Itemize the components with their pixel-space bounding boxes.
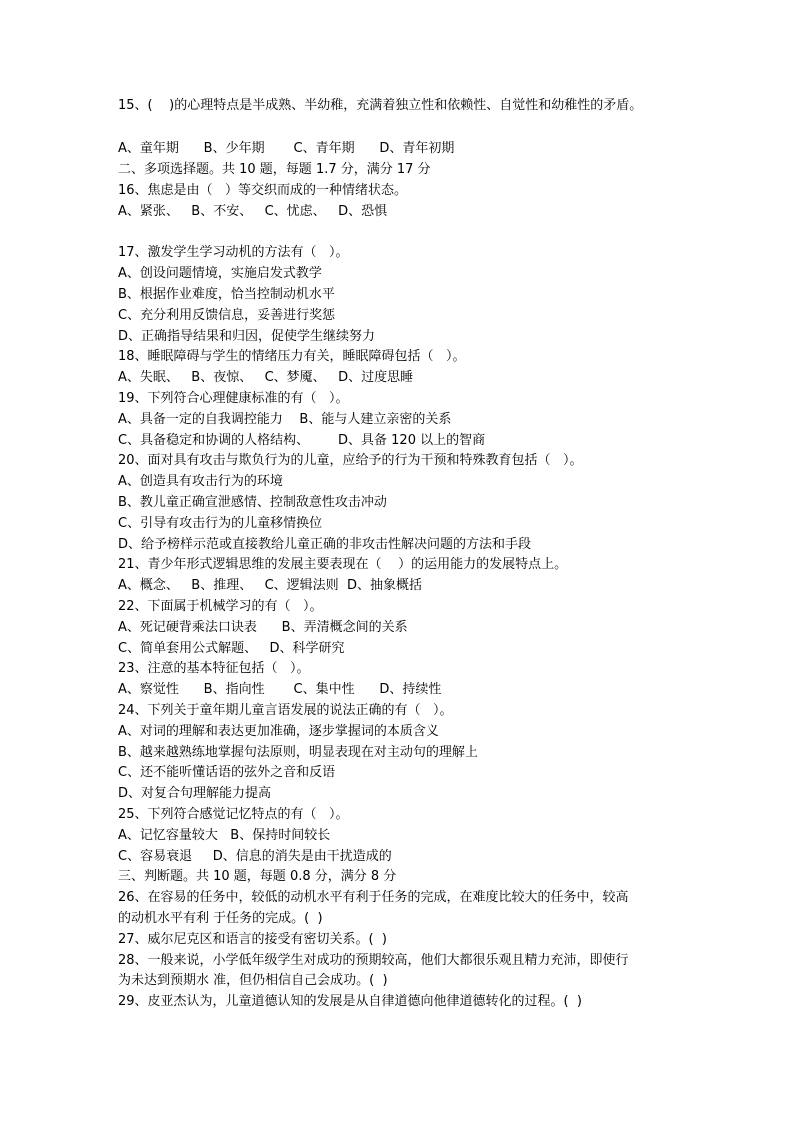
- question-16-options: A、紧张、 B、不安、 C、忧虑、 D、恐惧: [118, 204, 388, 219]
- question-16: 16、焦虑是由（ ）等交织而成的一种情绪状态。: [118, 183, 407, 198]
- question-24: 24、下列关于童年期儿童言语发展的说法正确的有（ ）。: [118, 703, 453, 718]
- question-24-option-a: A、对词的理解和表达更加准确，逐步掌握词的本质含义: [118, 724, 439, 739]
- question-23-options: A、察觉性 B、指向性 C、集中性 D、持续性: [118, 682, 442, 697]
- question-24-option-c: C、还不能听懂话语的弦外之音和反语: [118, 765, 336, 780]
- question-19: 19、下列符合心理健康标准的有（ ）。: [118, 391, 349, 406]
- question-24-option-d: D、对复合句理解能力提高: [118, 786, 272, 801]
- question-17: 17、激发学生学习动机的方法有（ ）。: [118, 245, 349, 260]
- question-20-option-c: C、引导有攻击行为的儿童移情换位: [118, 516, 323, 531]
- question-22-options-cd: C、简单套用公式解题、 D、科学研究: [118, 641, 345, 656]
- question-19-options-ab: A、具备一定的自我调控能力 B、能与人建立亲密的关系: [118, 412, 452, 427]
- question-22-options-ab: A、死记硬背乘法口诀表 B、弄清概念间的关系: [118, 620, 408, 635]
- question-21-options: A、概念、 B、推理、 C、逻辑法则 D、抽象概括: [118, 578, 422, 593]
- question-28-line-1: 28、一般来说，小学低年级学生对成功的预期较高，他们大都很乐观且精力充沛，即使行: [118, 953, 629, 968]
- section-heading-true-false: 三、判断题。共 10 题，每题 0.8 分，满分 8 分: [118, 869, 397, 884]
- question-18: 18、睡眠障碍与学生的情绪压力有关，睡眠障碍包括（ ）。: [118, 349, 466, 364]
- question-17-option-c: C、充分利用反馈信息，妥善进行奖惩: [118, 308, 336, 323]
- question-25-options-ab: A、记忆容量较大 B、保持时间较长: [118, 828, 331, 843]
- question-22: 22、下面属于机械学习的有（ ）。: [118, 599, 323, 614]
- question-23: 23、注意的基本特征包括（ ）。: [118, 661, 310, 676]
- question-21: 21、青少年形式逻辑思维的发展主要表现在（ ）的运用能力的发展特点上。: [118, 557, 568, 572]
- question-20: 20、面对具有攻击与欺负行为的儿童，应给予的行为干预和特殊教育包括（ ）。: [118, 453, 583, 468]
- question-17-option-b: B、根据作业难度，恰当控制动机水平: [118, 287, 335, 302]
- question-15: 15、( )的心理特点是半成熟、半幼稚，充满着独立性和依赖性、自觉性和幼稚性的矛盾。: [118, 98, 643, 113]
- question-20-option-a: A、创造具有攻击行为的环境: [118, 474, 283, 489]
- question-19-options-cd: C、具备稳定和协调的人格结构、 D、具备 120 以上的智商: [118, 433, 486, 448]
- question-24-option-b: B、越来越熟练地掌握句法原则，明显表现在对主动句的理解上: [118, 745, 478, 760]
- question-26-line-2: 的动机水平有利 于任务的完成。( ): [118, 911, 323, 926]
- question-28-line-2: 为未达到预期水 准，但仍相信自己会成功。( ): [118, 973, 388, 988]
- question-29: 29、皮亚杰认为，儿童道德认知的发展是从自律道德向他律道德转化的过程。( ): [118, 994, 582, 1009]
- question-17-option-a: A、创设问题情境，实施启发式教学: [118, 266, 322, 281]
- question-25-options-cd: C、容易衰退 D、信息的消失是由干扰造成的: [118, 849, 392, 864]
- question-17-option-d: D、正确指导结果和归因，促使学生继续努力: [118, 329, 376, 344]
- question-25: 25、下列符合感觉记忆特点的有（ ）。: [118, 807, 349, 822]
- question-18-options: A、失眠、 B、夜惊、 C、梦魇、 D、过度思睡: [118, 370, 414, 385]
- question-26-line-1: 26、在容易的任务中，较低的动机水平有利于任务的完成，在难度比较大的任务中，较高: [118, 890, 629, 905]
- question-27: 27、威尔尼克区和语言的接受有密切关系。( ): [118, 932, 387, 947]
- question-15-options: A、童年期 B、少年期 C、青年期 D、青年初期: [118, 141, 455, 156]
- question-20-option-b: B、教儿童正确宣泄感情、控制敌意性攻击冲动: [118, 495, 387, 510]
- section-heading-multiple-choice: 二、多项选择题。共 10 题，每题 1.7 分，满分 17 分: [118, 162, 431, 177]
- question-20-option-d: D、给予榜样示范或直接教给儿童正确的非攻击性解决问题的方法和手段: [118, 537, 532, 552]
